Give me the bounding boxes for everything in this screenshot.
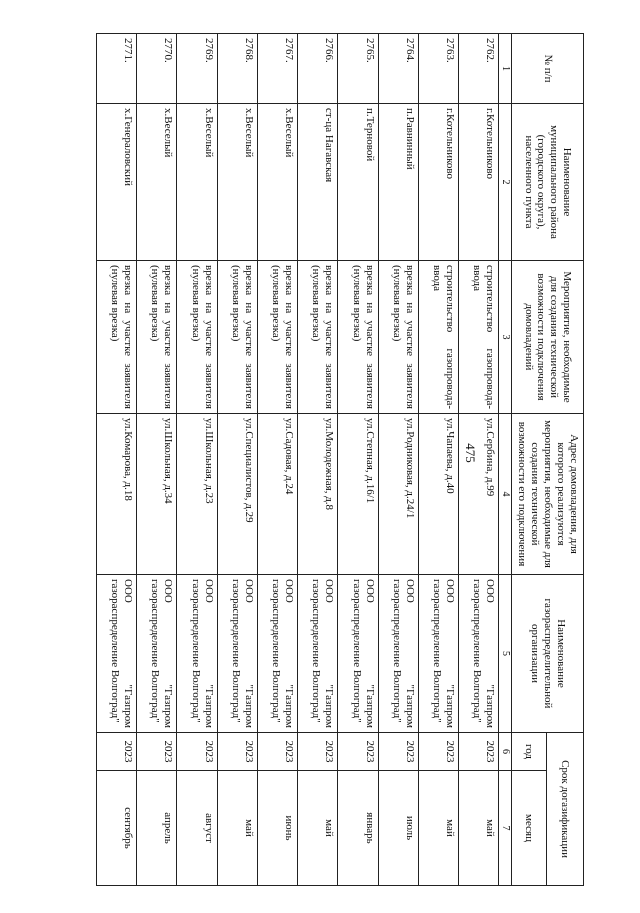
header-measure: Мероприятие, необходимые для создания технической возможности подключения домовладений (512, 261, 584, 414)
row-number: 2764. (378, 34, 418, 104)
month-cell: май (418, 771, 458, 886)
locality-cell: х.Веселый (137, 104, 177, 261)
locality-cell: п.Терновой (338, 104, 378, 261)
rotated-sheet (96, 33, 584, 885)
row-number: 2766. (298, 34, 338, 104)
year-cell: 2023 (418, 733, 458, 771)
locality-cell: х.Веселый (257, 104, 297, 261)
measure-cell: врезка на участке заявителя (нулевая врезка) (97, 261, 137, 414)
table-row (378, 34, 418, 886)
header-num: № п/п (512, 34, 584, 104)
table-row (418, 34, 458, 886)
organization-cell: ООО "Газпром газораспределение Волгоград" (298, 575, 338, 733)
month-cell: сентябрь (97, 771, 137, 886)
table-row (257, 34, 297, 886)
measure-cell: строительство газопровода-ввода (418, 261, 458, 414)
year-cell: 2023 (137, 733, 177, 771)
year-cell: 2023 (177, 733, 217, 771)
table-row (298, 34, 338, 886)
locality-cell: п.Равнинный (378, 104, 418, 261)
address-cell: ул.Сербина, д.99 (458, 414, 498, 575)
measure-cell: врезка на участке заявителя (нулевая врезка) (338, 261, 378, 414)
organization-cell: ООО "Газпром газораспределение Волгоград" (338, 575, 378, 733)
month-cell: апрель (137, 771, 177, 886)
address-cell: ул.Школьная, д.23 (177, 414, 217, 575)
header-term: Срок догазификации (547, 733, 584, 886)
month-cell: май (458, 771, 498, 886)
locality-cell: х.Генераловский (97, 104, 137, 261)
column-numbers-row (499, 34, 512, 886)
organization-cell: ООО "Газпром газораспределение Волгоград" (177, 575, 217, 733)
month-cell: август (177, 771, 217, 886)
address-cell: ул.Степная, д.16/1 (338, 414, 378, 575)
organization-cell: ООО "Газпром газораспределение Волгоград" (458, 575, 498, 733)
table-row (338, 34, 378, 886)
month-cell: май (217, 771, 257, 886)
address-cell: ул.Комарова, д.18 (97, 414, 137, 575)
address-cell: ул.Школьная, д.34 (137, 414, 177, 575)
month-cell: июль (378, 771, 418, 886)
column-number: 6 (499, 733, 512, 771)
header-address: Адрес домовладения, для которого реализуются мероприятия, необходимые для создания технической возможности его подключения (512, 414, 584, 575)
column-number: 4 (499, 414, 512, 575)
measure-cell: врезка на участке заявителя (нулевая врезка) (217, 261, 257, 414)
organization-cell: ООО "Газпром газораспределение Волгоград" (137, 575, 177, 733)
header-org: Наименование газораспределительной организации (512, 575, 584, 733)
measure-cell: строительство газопровода-ввода (458, 261, 498, 414)
year-cell: 2023 (217, 733, 257, 771)
header-year: год (512, 733, 547, 771)
address-cell: ул.Чапаева, д.40 (418, 414, 458, 575)
row-number: 2768. (217, 34, 257, 104)
table-row (97, 34, 137, 886)
organization-cell: ООО "Газпром газораспределение Волгоград" (418, 575, 458, 733)
table-row (217, 34, 257, 886)
column-number: 5 (499, 575, 512, 733)
year-cell: 2023 (257, 733, 297, 771)
address-cell: ул.Специалистов, д.29 (217, 414, 257, 575)
row-number: 2770. (137, 34, 177, 104)
table-row (137, 34, 177, 886)
table-row (177, 34, 217, 886)
column-number: 1 (499, 34, 512, 104)
measure-cell: врезка на участке заявителя (нулевая врезка) (257, 261, 297, 414)
measure-cell: врезка на участке заявителя (нулевая врезка) (177, 261, 217, 414)
row-number: 2763. (418, 34, 458, 104)
year-cell: 2023 (458, 733, 498, 771)
locality-cell: ст-ца Нагавская (298, 104, 338, 261)
measure-cell: врезка на участке заявителя (нулевая врезка) (378, 261, 418, 414)
organization-cell: ООО "Газпром газораспределение Волгоград" (378, 575, 418, 733)
year-cell: 2023 (338, 733, 378, 771)
address-cell: ул.Садовая, д.24 (257, 414, 297, 575)
header-locality: Наименование муниципального района (городского округа), населенного пункта (512, 104, 584, 261)
page-number: 475 (462, 443, 478, 463)
locality-cell: х.Веселый (217, 104, 257, 261)
measure-cell: врезка на участке заявителя (нулевая врезка) (298, 261, 338, 414)
column-number: 7 (499, 771, 512, 886)
month-cell: июнь (257, 771, 297, 886)
table-body (97, 34, 499, 886)
month-cell: май (298, 771, 338, 886)
column-number: 2 (499, 104, 512, 261)
row-number: 2765. (338, 34, 378, 104)
organization-cell: ООО "Газпром газораспределение Волгоград" (257, 575, 297, 733)
measure-cell: врезка на участке заявителя (нулевая врезка) (137, 261, 177, 414)
address-cell: ул.Молодежная, д.8 (298, 414, 338, 575)
address-cell: ул.Родниковая, д.24/1 (378, 414, 418, 575)
locality-cell: х.Веселый (177, 104, 217, 261)
year-cell: 2023 (378, 733, 418, 771)
organization-cell: ООО "Газпром газораспределение Волгоград" (97, 575, 137, 733)
locality-cell: г.Котельниково (418, 104, 458, 261)
header-month: месяц (512, 771, 547, 886)
organization-cell: ООО "Газпром газораспределение Волгоград" (217, 575, 257, 733)
table-row (458, 34, 498, 886)
row-number: 2771. (97, 34, 137, 104)
locality-cell: г.Котельниково (458, 104, 498, 261)
gasification-table (96, 33, 584, 886)
month-cell: январь (338, 771, 378, 886)
column-number: 3 (499, 261, 512, 414)
row-number: 2762. (458, 34, 498, 104)
row-number: 2767. (257, 34, 297, 104)
year-cell: 2023 (298, 733, 338, 771)
row-number: 2769. (177, 34, 217, 104)
year-cell: 2023 (97, 733, 137, 771)
